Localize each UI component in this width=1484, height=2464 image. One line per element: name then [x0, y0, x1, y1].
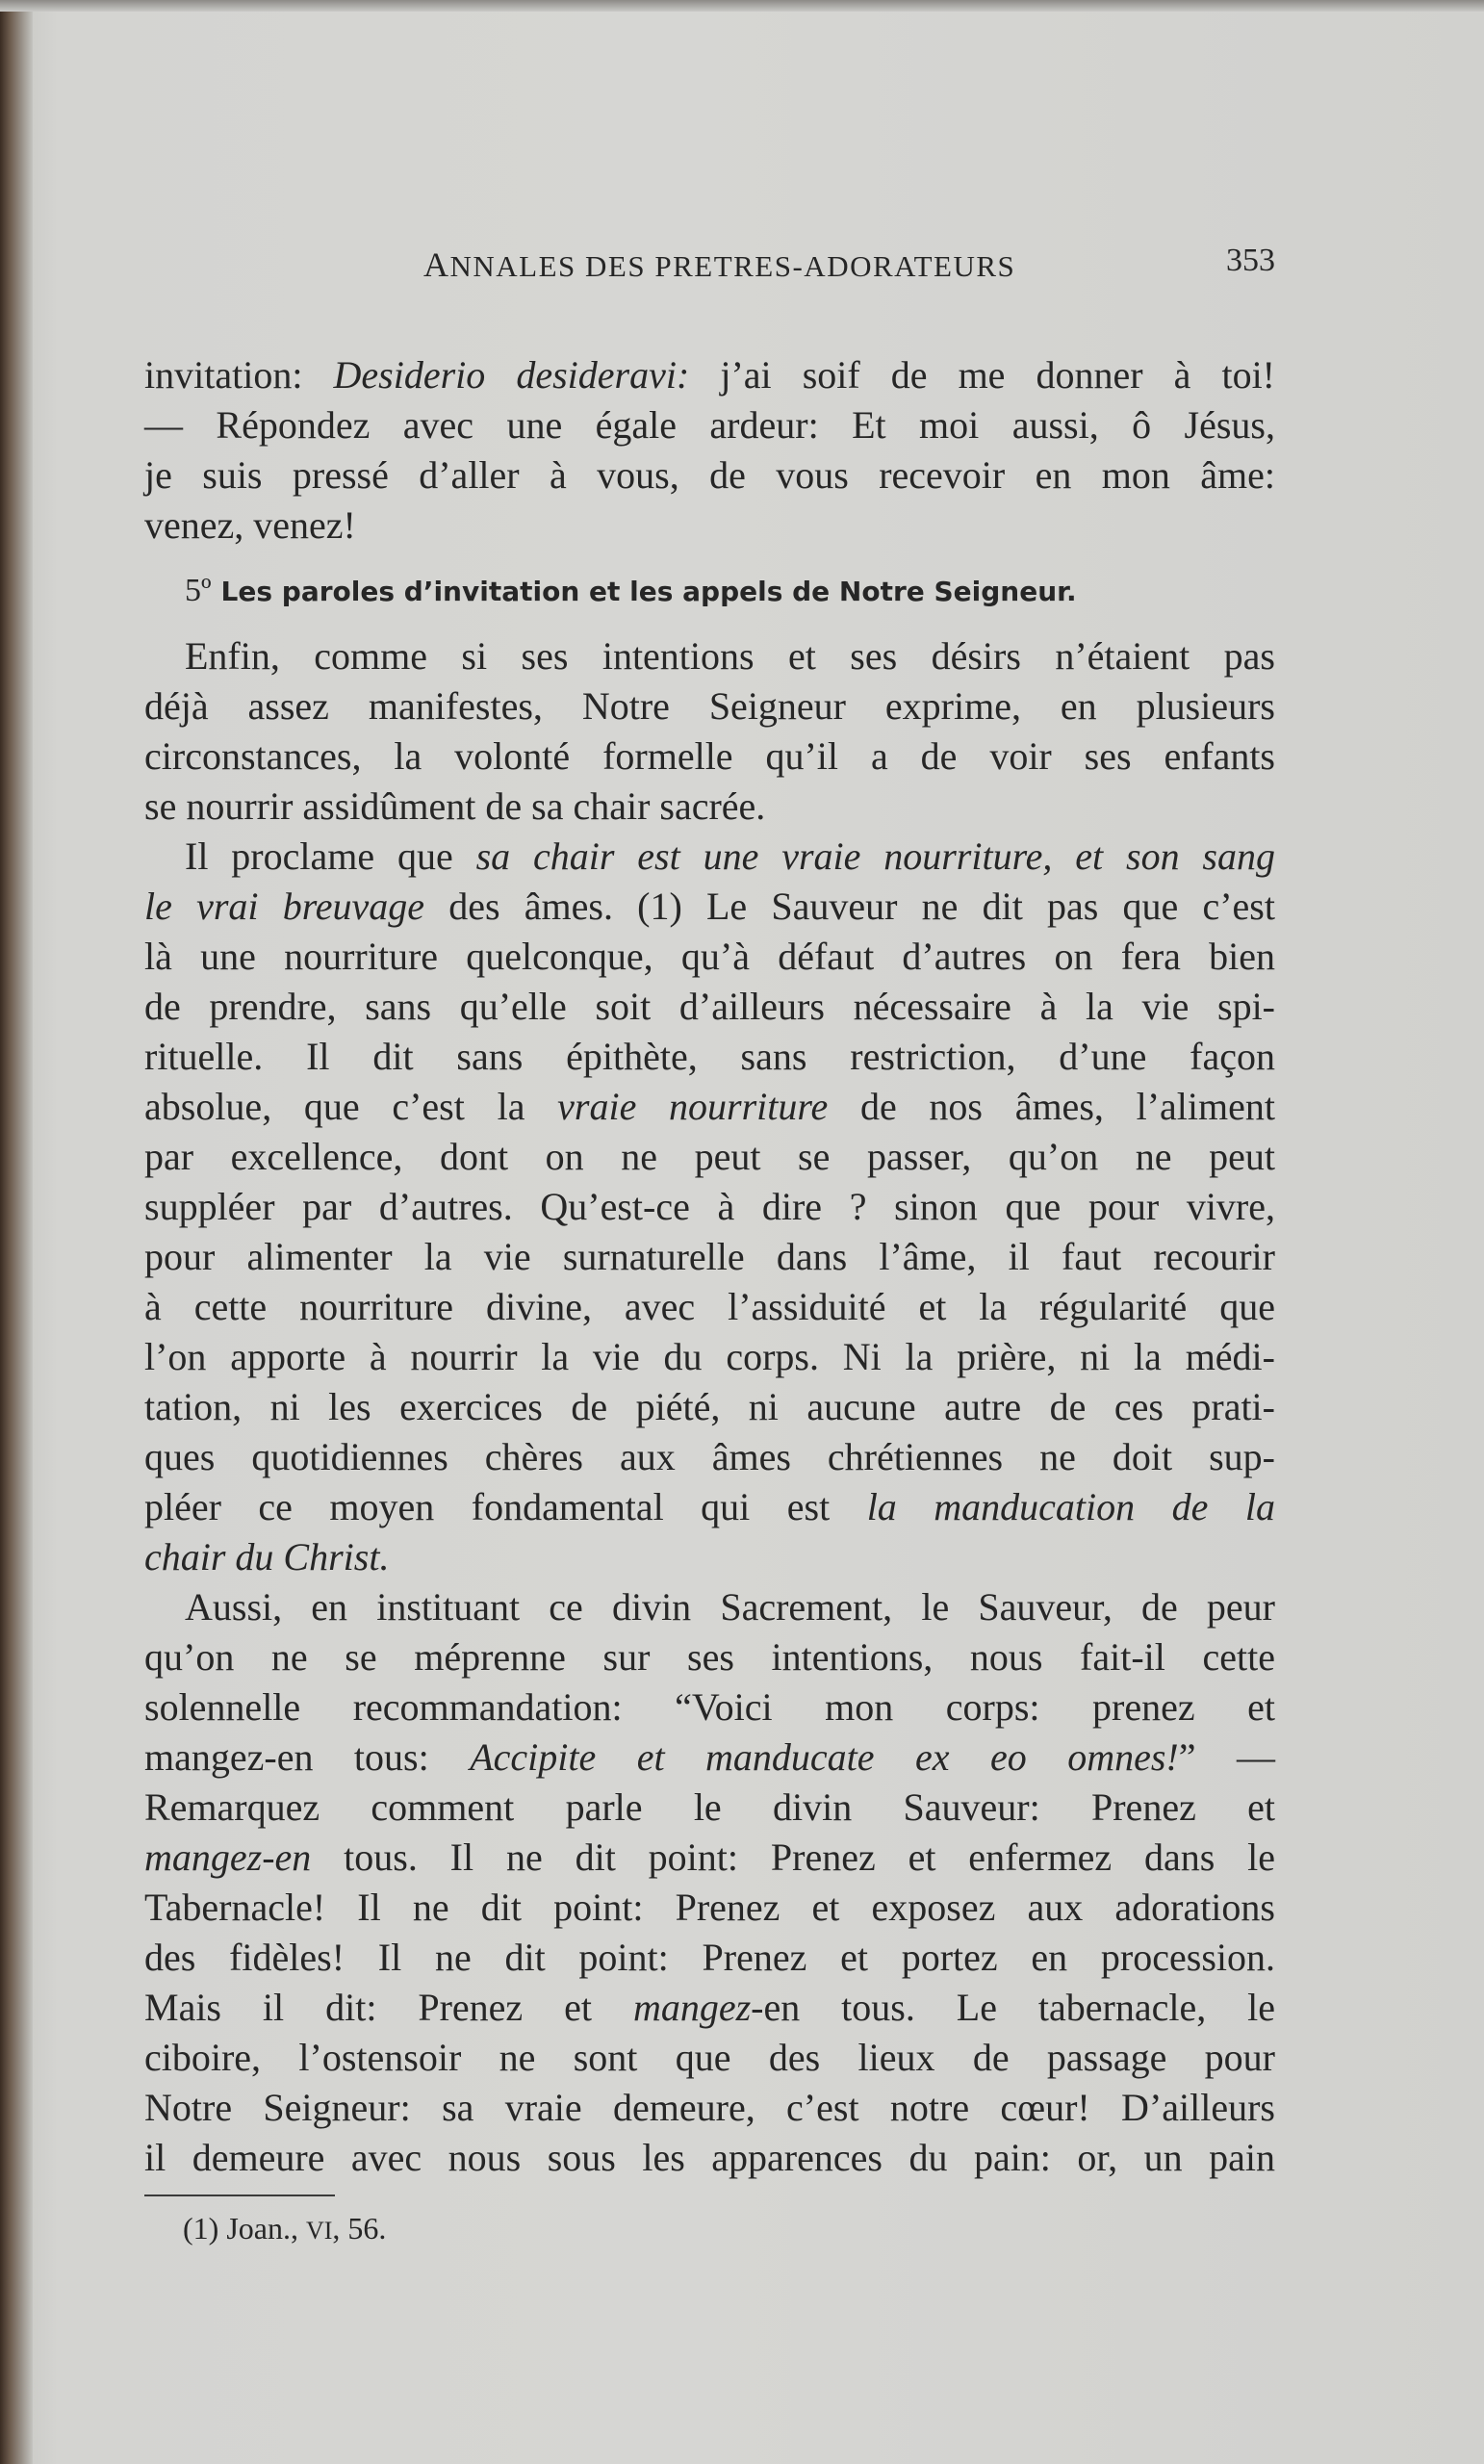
text-line: des fidèles! Il ne dit point: Prenez et portez en procession.	[144, 1936, 1275, 1979]
text-line: Notre Seigneur: sa vraie demeure, c’est notre cœur! D’ailleurs	[144, 2086, 1275, 2129]
text-line	[144, 1482, 1275, 1532]
text-run: de nos âmes, l’aliment	[828, 1085, 1275, 1128]
text-line: — Répondez avec une égale ardeur: Et moi aussi, ô Jésus,	[144, 403, 1275, 447]
paragraph-3	[144, 832, 1275, 1582]
text-line: venez, venez!	[144, 503, 356, 547]
text-run: des âmes. (1) Le Sauveur ne dit pas que c’est	[424, 885, 1275, 928]
text-line: circonstances, la volonté formelle qu’il a de voir ses enfants	[144, 734, 1275, 778]
text-run: tous. Il ne dit point: Prenez et enfermez dans le	[311, 1835, 1275, 1879]
running-title	[423, 244, 1015, 285]
footnote-rule	[144, 2194, 335, 2196]
text-line: Remarquez comment parle le divin Sauveur: Prenez et	[144, 1785, 1275, 1829]
text-line	[144, 1732, 1275, 1783]
text-line: là une nourriture quelconque, qu’à défaut d’autres on fera bien	[144, 935, 1275, 978]
text-line	[144, 350, 1275, 400]
text-line: Enfin, comme si ses intentions et ses désirs n’étaient pas	[185, 634, 1275, 678]
text-run: mangez-en tous:	[144, 1735, 471, 1779]
text-line: solennelle recommandation: “Voici mon corps: prenez et	[144, 1685, 1275, 1729]
italic-run: sa chair est une vraie nourriture, et son sang	[475, 834, 1276, 878]
running-title-lead: A	[423, 245, 450, 284]
italic-run: Desiderio desideravi:	[333, 353, 690, 397]
italic-run: le vrai breuvage	[144, 885, 425, 928]
text-block	[144, 350, 1275, 2183]
running-title-rest: NNALES DES PRETRES-ADORATEURS	[449, 249, 1016, 283]
running-head	[144, 244, 1275, 283]
text-line	[144, 1833, 1275, 1883]
italic-run: la manducation de la	[866, 1485, 1275, 1528]
text-line: suppléer par d’autres. Qu’est-ce à dire ? sinon que pour vivre,	[144, 1185, 1275, 1228]
text-run: absolue, que c’est la	[144, 1085, 558, 1128]
text-line	[144, 1082, 1275, 1132]
text-line: à cette nourriture divine, avec l’assiduité et la régularité que	[144, 1285, 1275, 1328]
italic-run: mangez	[632, 1986, 752, 2029]
paragraph-2	[144, 631, 1275, 832]
footnote	[183, 2208, 386, 2251]
paragraph-4	[144, 1582, 1275, 2183]
text-line	[144, 1983, 1275, 2033]
page-top-edge	[0, 0, 1484, 12]
text-line: qu’on ne se méprenne sur ses intentions, nous fait-il cette	[144, 1635, 1275, 1679]
italic-run: Accipite et manducate ex eo omnes!	[470, 1735, 1179, 1779]
text-line	[144, 832, 1275, 882]
italic-run: mangez-en	[144, 1835, 312, 1879]
book-gutter	[0, 0, 33, 2464]
text-line: ques quotidiennes chères aux âmes chrétiennes ne doit sup-	[144, 1435, 1275, 1478]
text-line: par excellence, dont on ne peut se passer, qu’on ne peut	[144, 1135, 1275, 1178]
text-run: -en tous. Le tabernacle, le	[751, 1986, 1276, 2029]
footnote-chapter: VI	[305, 2217, 333, 2245]
text-line: il demeure avec nous sous les apparences du pain: or, un pain	[144, 2136, 1275, 2179]
text-run: j’ai soif de me donner à toi!	[689, 353, 1275, 397]
italic-run: vraie nourriture	[557, 1085, 829, 1128]
section-heading	[144, 551, 1275, 631]
text-line: ciboire, l’ostensoir ne sont que des lieux de passage pour	[144, 2036, 1275, 2079]
text-run: Il proclame que	[185, 834, 476, 878]
section-title: Les paroles d’invitation et les appels de Notre Seigneur.	[220, 576, 1077, 607]
text-line	[144, 1532, 1275, 1582]
footnote-marker: (1) Joan.,	[183, 2211, 306, 2246]
text-line: tation, ni les exercices de piété, ni aucune autre de ces prati-	[144, 1385, 1275, 1428]
text-line: de prendre, sans qu’elle soit d’ailleurs nécessaire à la vie spi-	[144, 985, 1275, 1028]
text-line: se nourrir assidûment de sa chair sacrée.	[144, 784, 766, 828]
text-run: pléer ce moyen fondamental qui est	[144, 1485, 867, 1528]
text-run: ” —	[1178, 1735, 1275, 1779]
text-line	[144, 882, 1275, 932]
text-line: rituelle. Il dit sans épithète, sans restriction, d’une façon	[144, 1035, 1275, 1078]
text-run: invitation:	[144, 353, 334, 397]
text-line: l’on apporte à nourrir la vie du corps. Ni la prière, ni la médi-	[144, 1335, 1275, 1378]
text-line: pour alimenter la vie surnaturelle dans l’âme, il faut recourir	[144, 1235, 1275, 1278]
text-line: déjà assez manifestes, Notre Seigneur exprime, en plusieurs	[144, 684, 1275, 728]
page-number: 353	[1226, 243, 1275, 278]
paragraph-1	[144, 350, 1275, 551]
text-line: Tabernacle! Il ne dit point: Prenez et exposez aux adorations	[144, 1886, 1275, 1929]
text-run: Mais il dit: Prenez et	[144, 1986, 633, 2029]
text-line: Aussi, en instituant ce divin Sacrement, le Sauveur, de peur	[185, 1585, 1275, 1629]
section-number: 5º	[185, 573, 212, 608]
footnote-verse: , 56.	[332, 2211, 387, 2246]
text-line: je suis pressé d’aller à vous, de vous recevoir en mon âme:	[144, 453, 1275, 497]
italic-run: chair du Christ.	[144, 1535, 390, 1578]
